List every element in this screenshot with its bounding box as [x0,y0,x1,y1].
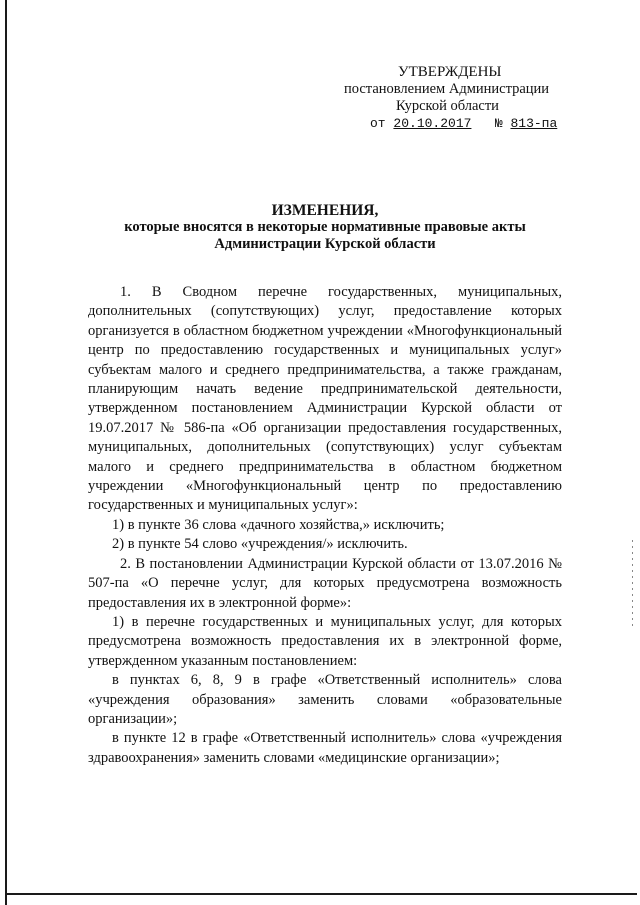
paragraph-2-item-1: 1) в перечне государственных и муниципальных услуг, для которых предусмотрена возможность предоставления их в электронной форме, утвержденном указанным постановлением: [88,613,562,669]
approval-date: 20.10.2017 [393,116,472,131]
approval-from-label: от [370,116,386,131]
page-bottom-edge [5,893,637,895]
approval-number-label: № [494,116,503,131]
approval-decree-line: постановлением Администрации [344,81,550,97]
paragraph-1-item-1: 1) в пункте 36 слова «дачного хозяйства,» исключить; [112,516,445,533]
paragraph-1: 1. В Сводном перечне государственных, муниципальных, дополнительных (сопутствующих) услуг, предоставление которых организуется в областном бюджетном учреждении «Многофункциональный центр по предоставлению государственных и муниципальных услуг» субъектам малого и среднего предпринимательства, а также гражданам, планирующим начать ведение предпринимательской деятельности, утвержденном постановлением Администрации Курской области от 19.07.2017 № 586-па «Об организации предоставления государственных, муниципальных, дополнительных (сопутствующих) услуг субъектам малого и среднего предпринимательства в областном бюджетном учреждении «Многофункциональный центр по предоставлению государственных и муниципальных услуг»: [88,284,562,514]
title-heading: ИЗМЕНЕНИЯ, [271,202,379,219]
approval-date-line [340,115,570,132]
title-subtitle-2: Администрации Курской области [214,236,436,252]
scan-artifact-dots [632,540,633,630]
approval-number: 813-па [510,116,558,131]
paragraph-1-item-2: 2) в пункте 54 слово «учреждения/» исключить. [112,536,408,553]
approval-title: УТВЕРЖДЕНЫ [398,64,502,80]
document-body [88,283,562,768]
approval-region-line: Курской области [396,98,499,114]
paragraph-2-subitem-1: в пунктах 6, 8, 9 в графе «Ответственный исполнитель» слова «учреждения образования» заменить словами «образовательные организации»; [88,672,562,727]
paragraph-2: 2. В постановлении Администрации Курской области от 13.07.2016 № 507-па «О перечне услуг, для которых предусмотрена возможность предоставления их в электронной форме»: [88,555,562,611]
paragraph-2-subitem-2: в пункте 12 в графе «Ответственный исполнитель» слова «учреждения здравоохранения» заменить словами «медицинские организации»; [88,730,562,766]
approval-stamp [340,64,570,132]
document-title [88,202,562,253]
page-left-edge [5,0,7,905]
title-subtitle-1: которые вносятся в некоторые нормативные правовые акты [124,219,526,235]
